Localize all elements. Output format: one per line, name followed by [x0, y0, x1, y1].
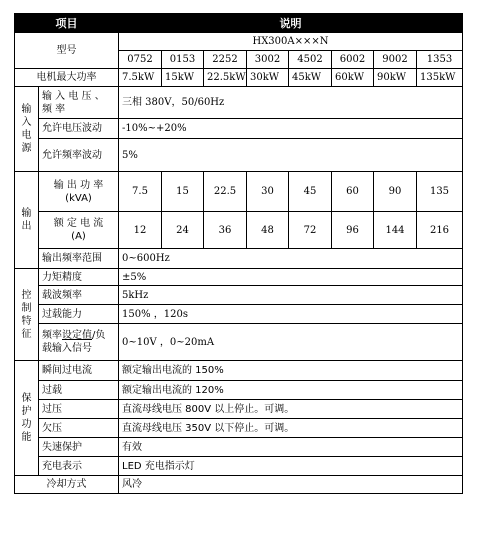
- output-power-label: 输 出 功 率 (kVA): [39, 172, 119, 212]
- model-code: 6002: [332, 51, 374, 69]
- output-power-value: 7.5: [119, 172, 162, 212]
- setting-signal-label: 频率设定值/负 载输入信号: [39, 324, 119, 361]
- instant-overcurrent-value: 额定输出电流的 150%: [119, 361, 463, 381]
- overload-protection-value: 额定输出电流的 120%: [119, 381, 463, 400]
- carrier-freq-label: 载波频率: [39, 286, 119, 305]
- motor-power-value: 60kW: [332, 69, 374, 87]
- overload-capacity-row: [15, 305, 463, 324]
- model-code: 3002: [247, 51, 289, 69]
- undervoltage-value: 直流母线电压 350V 以下停止。可调。: [119, 419, 463, 438]
- charge-indicator-value: LED 充电指示灯: [119, 457, 463, 476]
- motor-power-value: 15kW: [162, 69, 204, 87]
- model-code: 4502: [289, 51, 332, 69]
- model-series-row: [15, 33, 463, 51]
- header-row: [15, 14, 463, 33]
- output-power-value: 15: [162, 172, 204, 212]
- output-group-label: 输 出: [15, 172, 39, 269]
- rated-current-value: 72: [289, 212, 332, 249]
- rated-current-value: 216: [417, 212, 463, 249]
- model-label: 型号: [15, 33, 119, 69]
- cooling-row: [15, 476, 463, 494]
- overload-protection-label: 过载: [39, 381, 119, 400]
- header-description: 说明: [119, 14, 463, 33]
- output-power-value: 90: [374, 172, 417, 212]
- freq-range-row: [15, 249, 463, 269]
- freq-fluct-row: [15, 139, 463, 172]
- overload-capacity-value: 150% ，120s: [119, 305, 463, 324]
- model-code: 2252: [204, 51, 247, 69]
- input-group-label: 输 入 电 源: [15, 87, 39, 172]
- input-voltage-value: 三相 380V，50/60Hz: [119, 87, 463, 119]
- freq-range-value: 0~600Hz: [119, 249, 463, 269]
- input-voltage-label: 输 入 电 压 、 频 率: [39, 87, 119, 119]
- cooling-label: 冷却方式: [15, 476, 119, 494]
- output-power-value: 30: [247, 172, 289, 212]
- max-motor-power-label: 电机最大功率: [15, 69, 119, 87]
- motor-power-value: 45kW: [289, 69, 332, 87]
- control-group-label: 控 制 特 征: [15, 269, 39, 361]
- model-series: HX300A×××N: [119, 33, 463, 51]
- rated-current-value: 96: [332, 212, 374, 249]
- setting-signal-row: [15, 324, 463, 361]
- output-power-value: 45: [289, 172, 332, 212]
- overload-protection-row: [15, 381, 463, 400]
- model-code: 9002: [374, 51, 417, 69]
- freq-range-label: 输出频率范围: [39, 249, 119, 269]
- rated-current-value: 24: [162, 212, 204, 249]
- output-power-value: 135: [417, 172, 463, 212]
- charge-indicator-label: 充电表示: [39, 457, 119, 476]
- model-code: 0153: [162, 51, 204, 69]
- model-code: 0752: [119, 51, 162, 69]
- rated-current-value: 48: [247, 212, 289, 249]
- torque-accuracy-row: [15, 269, 463, 286]
- freq-fluct-label: 允许频率波动: [39, 139, 119, 172]
- rated-current-row: [15, 212, 463, 249]
- output-power-value: 22.5: [204, 172, 247, 212]
- overvoltage-row: [15, 400, 463, 419]
- voltage-fluct-label: 允许电压波动: [39, 119, 119, 139]
- freq-fluct-value: 5%: [119, 139, 463, 172]
- overload-capacity-label: 过载能力: [39, 305, 119, 324]
- motor-power-value: 135kW: [417, 69, 463, 87]
- rated-current-value: 144: [374, 212, 417, 249]
- protection-group-label: 保 护 功 能: [15, 361, 39, 476]
- carrier-freq-row: [15, 286, 463, 305]
- speed-loss-row: [15, 438, 463, 457]
- cooling-value: 风冷: [119, 476, 463, 494]
- motor-power-value: 7.5kW: [119, 69, 162, 87]
- model-code: 1353: [417, 51, 463, 69]
- speed-loss-value: 有效: [119, 438, 463, 457]
- input-voltage-row: [15, 87, 463, 119]
- instant-overcurrent-row: [15, 361, 463, 381]
- output-power-value: 60: [332, 172, 374, 212]
- voltage-fluct-row: [15, 119, 463, 139]
- carrier-freq-value: 5kHz: [119, 286, 463, 305]
- rated-current-value: 36: [204, 212, 247, 249]
- instant-overcurrent-label: 瞬间过电流: [39, 361, 119, 381]
- charge-indicator-row: [15, 457, 463, 476]
- overvoltage-value: 直流母线电压 800V 以上停止。可调。: [119, 400, 463, 419]
- rated-current-label: 额 定 电 流 (A): [39, 212, 119, 249]
- header-item: 项目: [15, 14, 119, 33]
- overvoltage-label: 过压: [39, 400, 119, 419]
- motor-power-value: 22.5kW: [204, 69, 247, 87]
- torque-accuracy-value: ±5%: [119, 269, 463, 286]
- motor-power-value: 30kW: [247, 69, 289, 87]
- undervoltage-label: 欠压: [39, 419, 119, 438]
- speed-loss-label: 失速保护: [39, 438, 119, 457]
- max-motor-power-row: [15, 69, 463, 87]
- spec-table: [14, 13, 463, 494]
- voltage-fluct-value: -10%~+20%: [119, 119, 463, 139]
- motor-power-value: 90kW: [374, 69, 417, 87]
- output-power-row: [15, 172, 463, 212]
- undervoltage-row: [15, 419, 463, 438]
- rated-current-value: 12: [119, 212, 162, 249]
- torque-accuracy-label: 力矩精度: [39, 269, 119, 286]
- setting-signal-value: 0~10V ，0~20mA: [119, 324, 463, 361]
